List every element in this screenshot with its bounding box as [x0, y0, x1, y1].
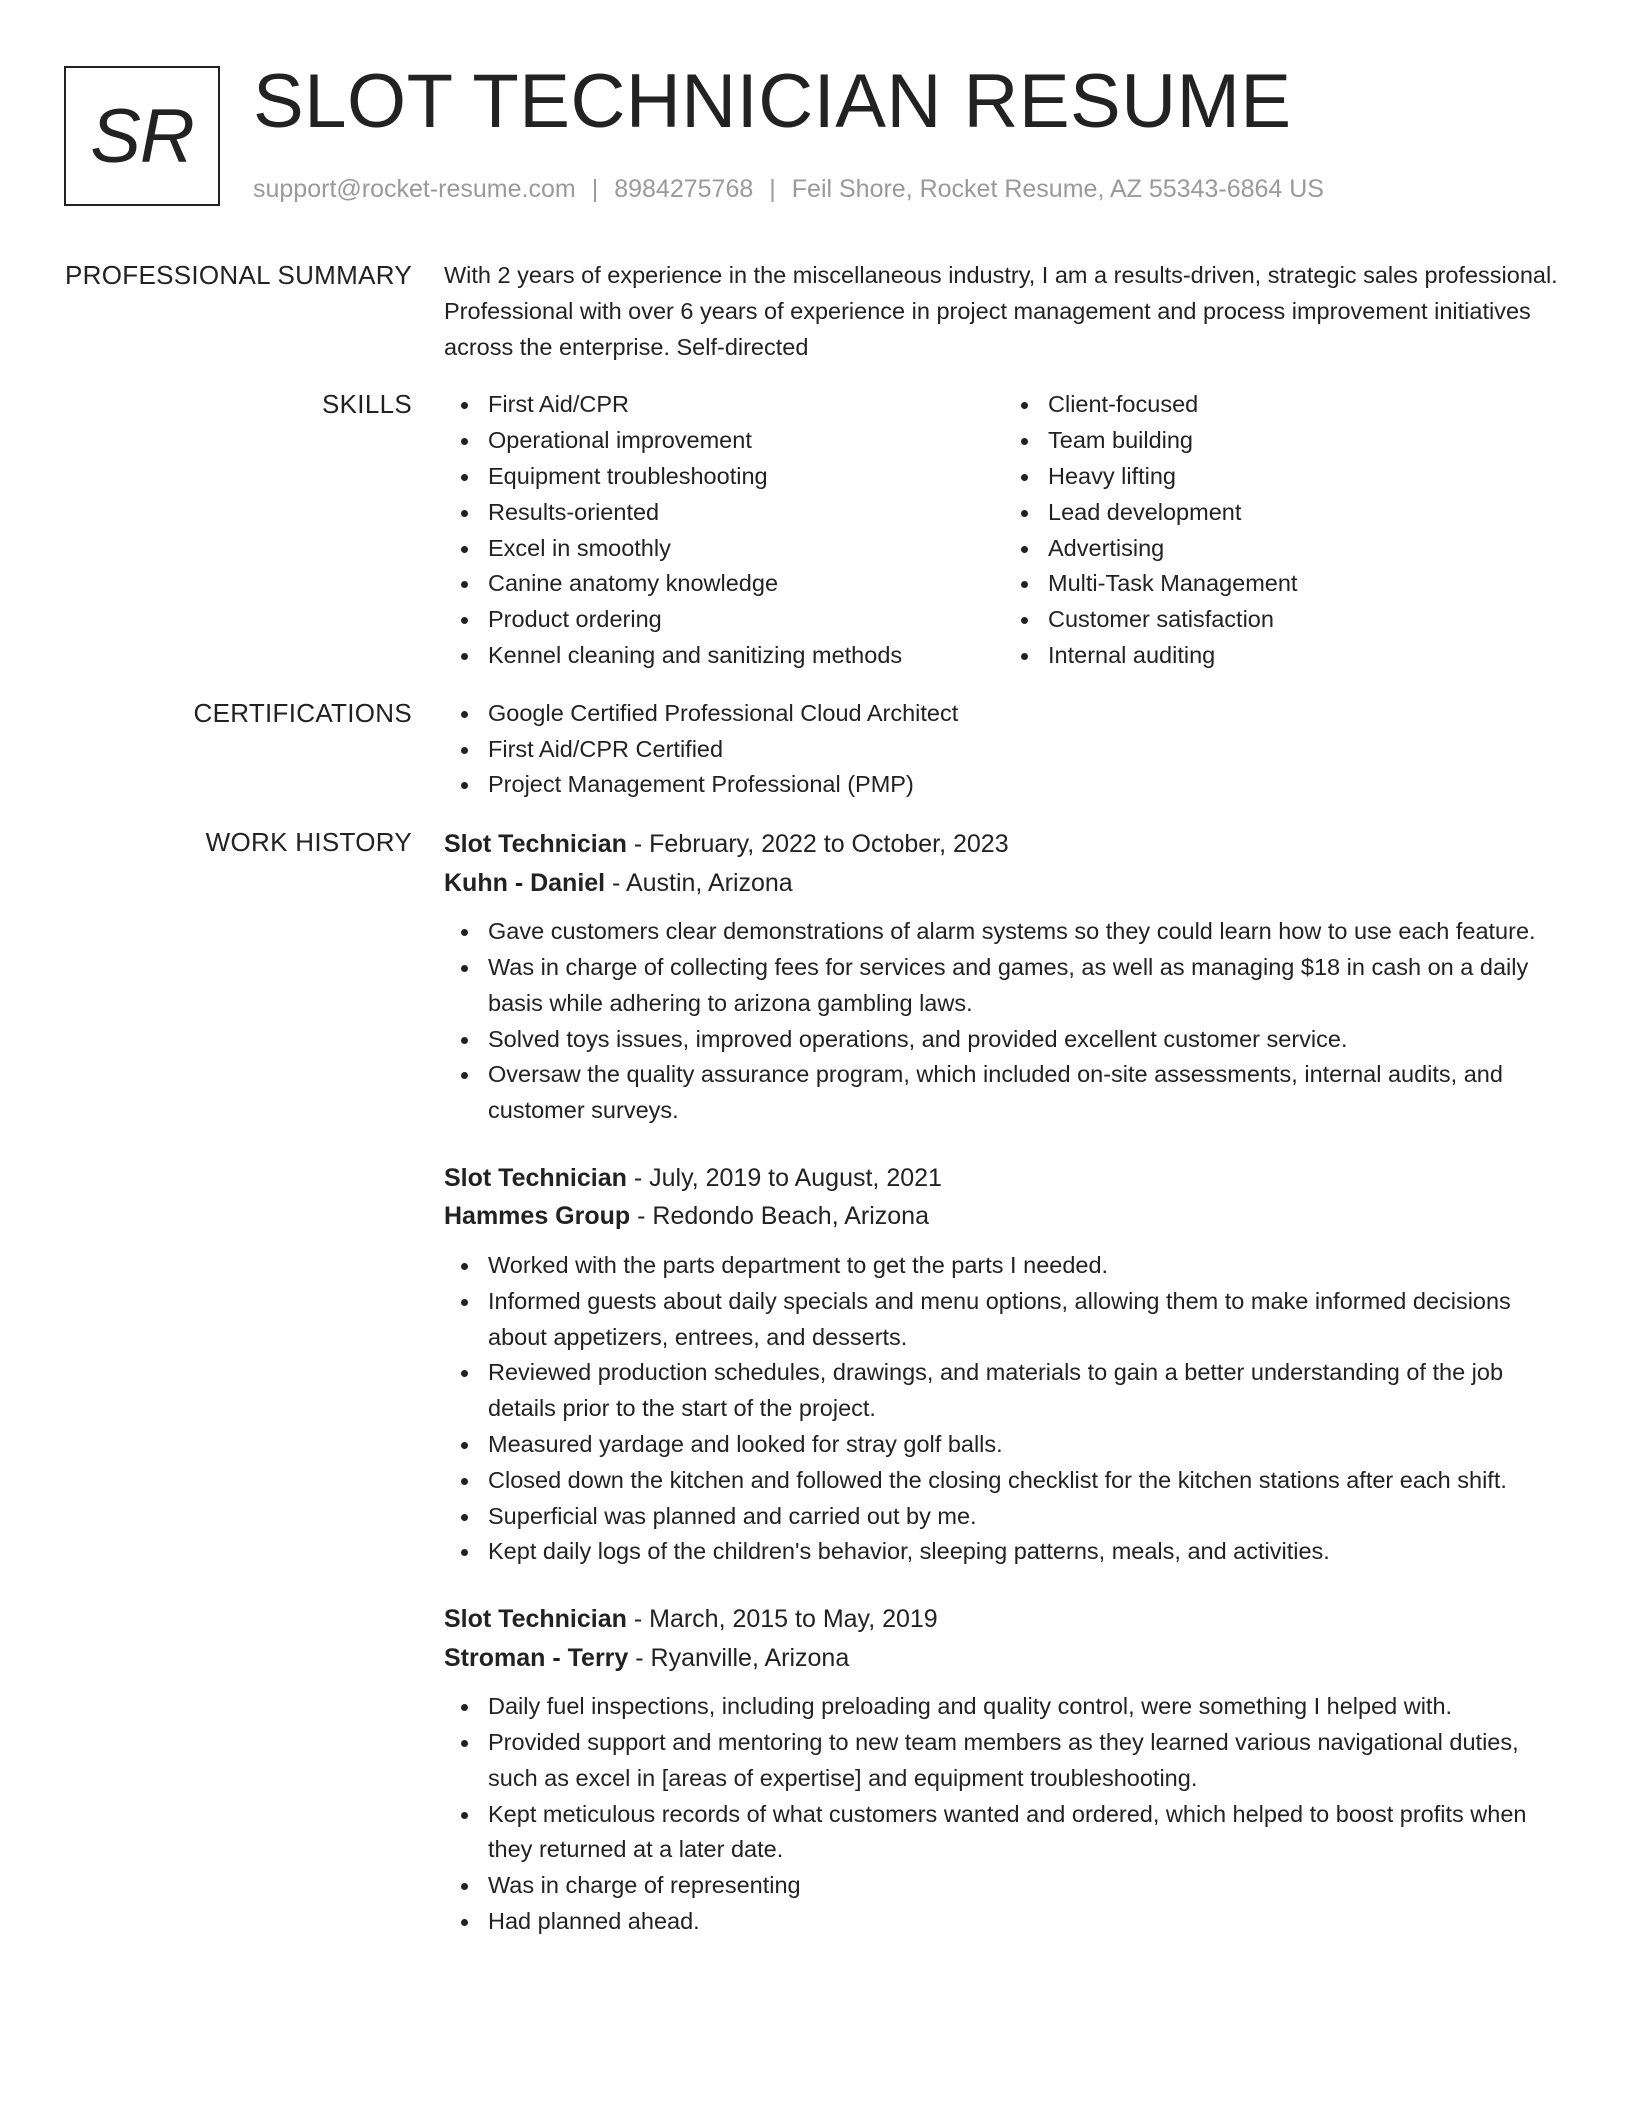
skill-item: Kennel cleaning and sanitizing methods	[488, 638, 1004, 674]
monogram-initials: SR	[90, 93, 194, 179]
skill-item: Customer satisfaction	[1048, 602, 1564, 638]
summary-text: With 2 years of experience in the miscellaneous industry, I am a results-driven, strategic sales professional. Professional with over 6 years of experience in project management and process improvement initiatives across the enterprise. Self-directed	[444, 262, 1558, 360]
job-title: Slot Technician	[444, 1163, 627, 1192]
certifications-section	[0, 696, 1632, 803]
section-label-summary: PROFESSIONAL SUMMARY	[65, 260, 412, 290]
job-title-line	[444, 1159, 1564, 1198]
job-title: Slot Technician	[444, 1605, 627, 1634]
skills-section	[0, 387, 1632, 673]
skill-item: Equipment troubleshooting	[488, 459, 1004, 495]
job-duty: Kept meticulous records of what customers wanted and ordered, which helped to boost profits when they returned at a later date.	[488, 1797, 1564, 1869]
job-company: Kuhn - Daniel	[444, 868, 606, 897]
skill-item: Canine anatomy knowledge	[488, 566, 1004, 602]
skill-item: Lead development	[1048, 495, 1564, 531]
summary-body	[444, 258, 1564, 365]
job-duty: Provided support and mentoring to new team members as they learned various navigational duties, such as excel in [areas of expertise] and equipment troubleshooting.	[488, 1725, 1564, 1797]
job-dates: - March, 2015 to May, 2019	[626, 1605, 938, 1634]
skills-list-left	[444, 387, 1004, 673]
job-duties-list	[444, 1248, 1564, 1570]
job-duty: Measured yardage and looked for stray golf balls.	[488, 1427, 1564, 1463]
skills-list-right	[1004, 387, 1564, 673]
job-location: - Austin, Arizona	[605, 868, 793, 897]
contact-separator: |	[591, 175, 599, 203]
job-duty: Had planned ahead.	[488, 1904, 1564, 1940]
skill-item: Results-oriented	[488, 495, 1004, 531]
skill-item: Advertising	[1048, 531, 1564, 567]
skill-item: Heavy lifting	[1048, 459, 1564, 495]
job-duty: Gave customers clear demonstrations of alarm systems so they could learn how to use each feature.	[488, 914, 1564, 950]
skill-item: Internal auditing	[1048, 638, 1564, 674]
job-duty: Daily fuel inspections, including preloading and quality control, were something I helped with.	[488, 1689, 1564, 1725]
work-history-body	[444, 825, 1564, 1940]
job-duty: Was in charge of representing	[488, 1868, 1564, 1904]
contact-separator: |	[769, 175, 776, 203]
job-entry	[444, 825, 1564, 1129]
certifications-list	[444, 696, 1564, 803]
job-location: - Ryanville, Arizona	[628, 1643, 850, 1672]
job-duty: Superficial was planned and carried out by me.	[488, 1499, 1564, 1535]
section-label-work-history: WORK HISTORY	[205, 827, 412, 858]
job-company: Hammes Group	[444, 1202, 631, 1231]
monogram-box	[64, 66, 220, 206]
contact-address: Feil Shore, Rocket Resume, AZ 55343-6864 US	[791, 175, 1324, 203]
certification-item: Project Management Professional (PMP)	[488, 767, 1564, 803]
job-location: - Redondo Beach, Arizona	[630, 1202, 929, 1231]
job-duty: Worked with the parts department to get the parts I needed.	[488, 1248, 1564, 1284]
certification-item: Google Certified Professional Cloud Architect	[488, 696, 1564, 732]
section-label-skills: SKILLS	[322, 389, 412, 420]
job-company-line	[444, 864, 1564, 903]
certifications-body	[444, 696, 1564, 803]
job-company-line	[444, 1197, 1564, 1236]
section-label-certifications: CERTIFICATIONS	[193, 697, 412, 728]
job-duty: Solved toys issues, improved operations, and provided excellent customer service.	[488, 1022, 1564, 1058]
job-duty: Oversaw the quality assurance program, which included on-site assessments, internal audits, and customer surveys.	[488, 1057, 1564, 1129]
contact-phone: 8984275768	[614, 175, 754, 203]
skill-item: First Aid/CPR	[488, 387, 1004, 423]
job-duty: Informed guests about daily specials and menu options, allowing them to make informed decisions about appetizers, entrees, and desserts.	[488, 1284, 1564, 1356]
skill-item: Product ordering	[488, 602, 1004, 638]
job-title-line	[444, 1600, 1564, 1639]
job-title-line	[444, 825, 1564, 864]
job-entry	[444, 1159, 1564, 1570]
job-duty: Reviewed production schedules, drawings, and materials to gain a better understanding of the job details prior to the start of the project.	[488, 1355, 1564, 1427]
work-history-section	[0, 825, 1632, 1940]
summary-section	[0, 258, 1632, 365]
skill-item: Excel in smoothly	[488, 531, 1004, 567]
skill-item: Multi-Task Management	[1048, 566, 1564, 602]
contact-email: support@rocket-resume.com	[253, 175, 576, 203]
job-dates: - July, 2019 to August, 2021	[626, 1163, 942, 1192]
resume-sections	[0, 258, 1632, 1940]
job-duties-list	[444, 914, 1564, 1129]
job-duties-list	[444, 1689, 1564, 1940]
job-duty: Was in charge of collecting fees for services and games, as well as managing $18 in cash on a daily basis while adhering to arizona gambling laws.	[488, 950, 1564, 1022]
skills-body	[444, 387, 1564, 673]
job-duty: Closed down the kitchen and followed the closing checklist for the kitchen stations after each shift.	[488, 1463, 1564, 1499]
job-company-line	[444, 1639, 1564, 1678]
skill-item: Team building	[1048, 423, 1564, 459]
contact-line	[253, 173, 1324, 205]
skill-item: Operational improvement	[488, 423, 1004, 459]
job-title: Slot Technician	[444, 830, 627, 859]
job-entry	[444, 1600, 1564, 1940]
skills-columns	[444, 387, 1564, 673]
job-duty: Kept daily logs of the children's behavior, sleeping patterns, meals, and activities.	[488, 1534, 1564, 1570]
job-company: Stroman - Terry	[444, 1643, 629, 1672]
page-title: SLOT TECHNICIAN RESUME	[253, 59, 1292, 144]
skill-item: Client-focused	[1048, 387, 1564, 423]
job-dates: - February, 2022 to October, 2023	[626, 830, 1009, 859]
certification-item: First Aid/CPR Certified	[488, 732, 1564, 768]
